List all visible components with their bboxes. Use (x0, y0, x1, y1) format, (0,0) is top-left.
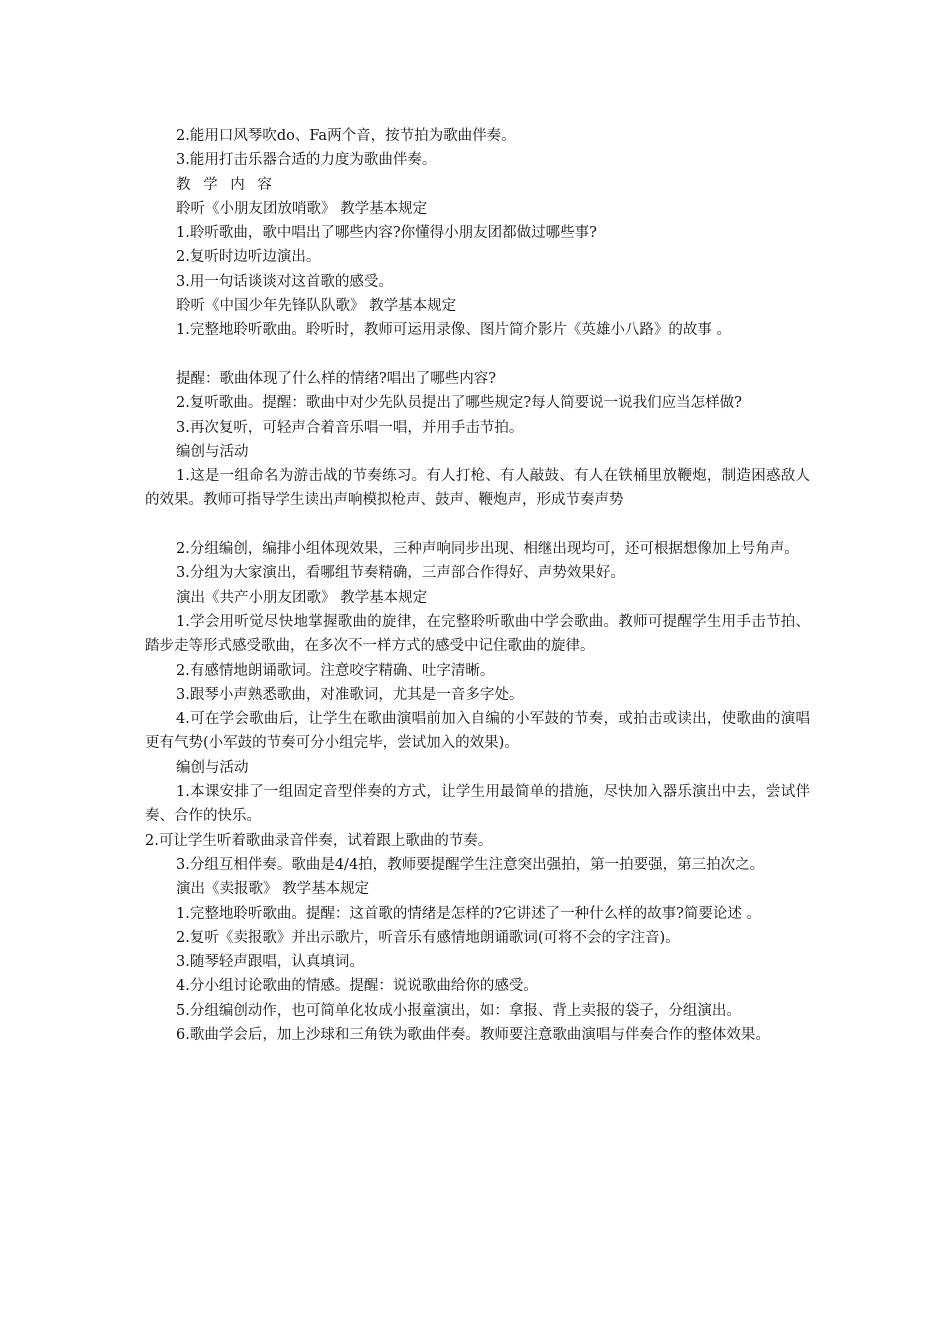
paragraph: 4.分小组讨论歌曲的情感。提醒：说说歌曲给你的感受。 (176, 978, 538, 995)
paragraph: 3.能用打击乐器合适的力度为歌曲伴奏。 (176, 152, 437, 169)
paragraph: 3.随琴轻声跟唱，认真填词。 (176, 954, 364, 971)
blank-line (145, 513, 810, 537)
document-body (145, 124, 810, 1047)
blank-line (145, 343, 810, 367)
paragraph: 1.本课安排了一组固定音型伴奏的方式，让学生用最简单的措施，尽快加入器乐演出中去，尝试伴奏、合作的快乐。 (145, 784, 810, 825)
paragraph: 演出《卖报歌》 教学基本规定 (176, 881, 370, 898)
paragraph: 演出《共产小朋友团歌》 教学基本规定 (176, 589, 428, 606)
paragraph: 1.完整地聆听歌曲。聆听时，教师可运用录像、图片简介影片《英雄小八路》的故事 。 (176, 322, 731, 339)
paragraph: 编创与活动 (176, 759, 249, 776)
paragraph: 3.分组为大家演出，看哪组节奏精确，三声部合作得好、声势效果好。 (176, 565, 625, 582)
paragraph: 2.有感情地朗诵歌词。注意咬字精确、吐字清晰。 (176, 662, 495, 679)
paragraph: 1.这是一组命名为游击战的节奏练习。有人打枪、有人敲鼓、有人在铁桶里放鞭炮，制造困惑敌人的效果。教师可指导学生读出声响模拟枪声、鼓声、鞭炮声，形成节奏声势 (145, 468, 810, 509)
paragraph: 3.跟琴小声熟悉歌曲，对准歌词，尤其是一音多字处。 (176, 686, 524, 703)
paragraph: 2.可让学生听着歌曲录音伴奏，试着跟上歌曲的节奏。 (145, 832, 493, 849)
paragraph: 1.学会用听觉尽快地掌握歌曲的旋律，在完整聆听歌曲中学会歌曲。教师可提醒学生用手击节拍、踏步走等形式感受歌曲，在多次不一样方式的感受中记住歌曲的旋律。 (145, 613, 810, 655)
paragraph: 1.完整地聆听歌曲。提醒：这首歌的情绪是怎样的?它讲述了一种什么样的故事?简要论述 。 (176, 905, 761, 922)
paragraph: 4.可在学会歌曲后，让学生在歌曲演唱前加入自编的小军鼓的节奏，或拍击或读出，使歌曲的演唱更有气势(小军鼓的节奏可分小组完毕，尝试加入的效果)。 (145, 711, 810, 752)
paragraph: 2.能用口风琴吹do、Fa两个音，按节拍为歌曲伴奏。 (176, 128, 516, 144)
paragraph: 2.复听时边听边演出。 (176, 249, 321, 266)
paragraph: 2.分组编创，编排小组体现效果，三种声响同步出现、相继出现均可，还可根据想像加上号角声。 (176, 541, 799, 558)
paragraph: 1.聆听歌曲，歌中唱出了哪些内容?你懂得小朋友团都做过哪些事? (176, 225, 597, 242)
paragraph: 编创与活动 (176, 443, 249, 460)
paragraph: 6.歌曲学会后，加上沙球和三角铁为歌曲伴奏。教师要注意歌曲演唱与伴奏合作的整体效果。 (176, 1026, 770, 1043)
paragraph: 2.复听《卖报歌》并出示歌片，听音乐有感情地朗诵歌词(可将不会的字注音)。 (176, 929, 680, 946)
paragraph: 3.再次复听，可轻声合着音乐唱一唱，并用手击节拍。 (176, 419, 524, 436)
paragraph: 2.复听歌曲。提醒：歌曲中对少先队员提出了哪些规定?每人简要说一说我们应当怎样做? (176, 395, 742, 412)
paragraph: 3.用一句话谈谈对这首歌的感受。 (176, 273, 393, 290)
paragraph: 教 学 内 容 (176, 176, 276, 193)
paragraph: 提醒：歌曲体现了什么样的情绪?唱出了哪些内容? (176, 370, 497, 387)
paragraph: 3.分组互相伴奏。歌曲是4/4拍，教师要提醒学生注意突出强拍，第一拍要强，第三拍次之。 (176, 856, 765, 873)
paragraph: 聆听《中国少年先锋队队歌》 教学基本规定 (176, 298, 457, 315)
paragraph: 聆听《小朋友团放哨歌》 教学基本规定 (176, 200, 428, 217)
paragraph: 5.分组编创动作，也可简单化妆成小报童演出，如：拿报、背上卖报的袋子，分组演出。 (176, 1002, 741, 1019)
